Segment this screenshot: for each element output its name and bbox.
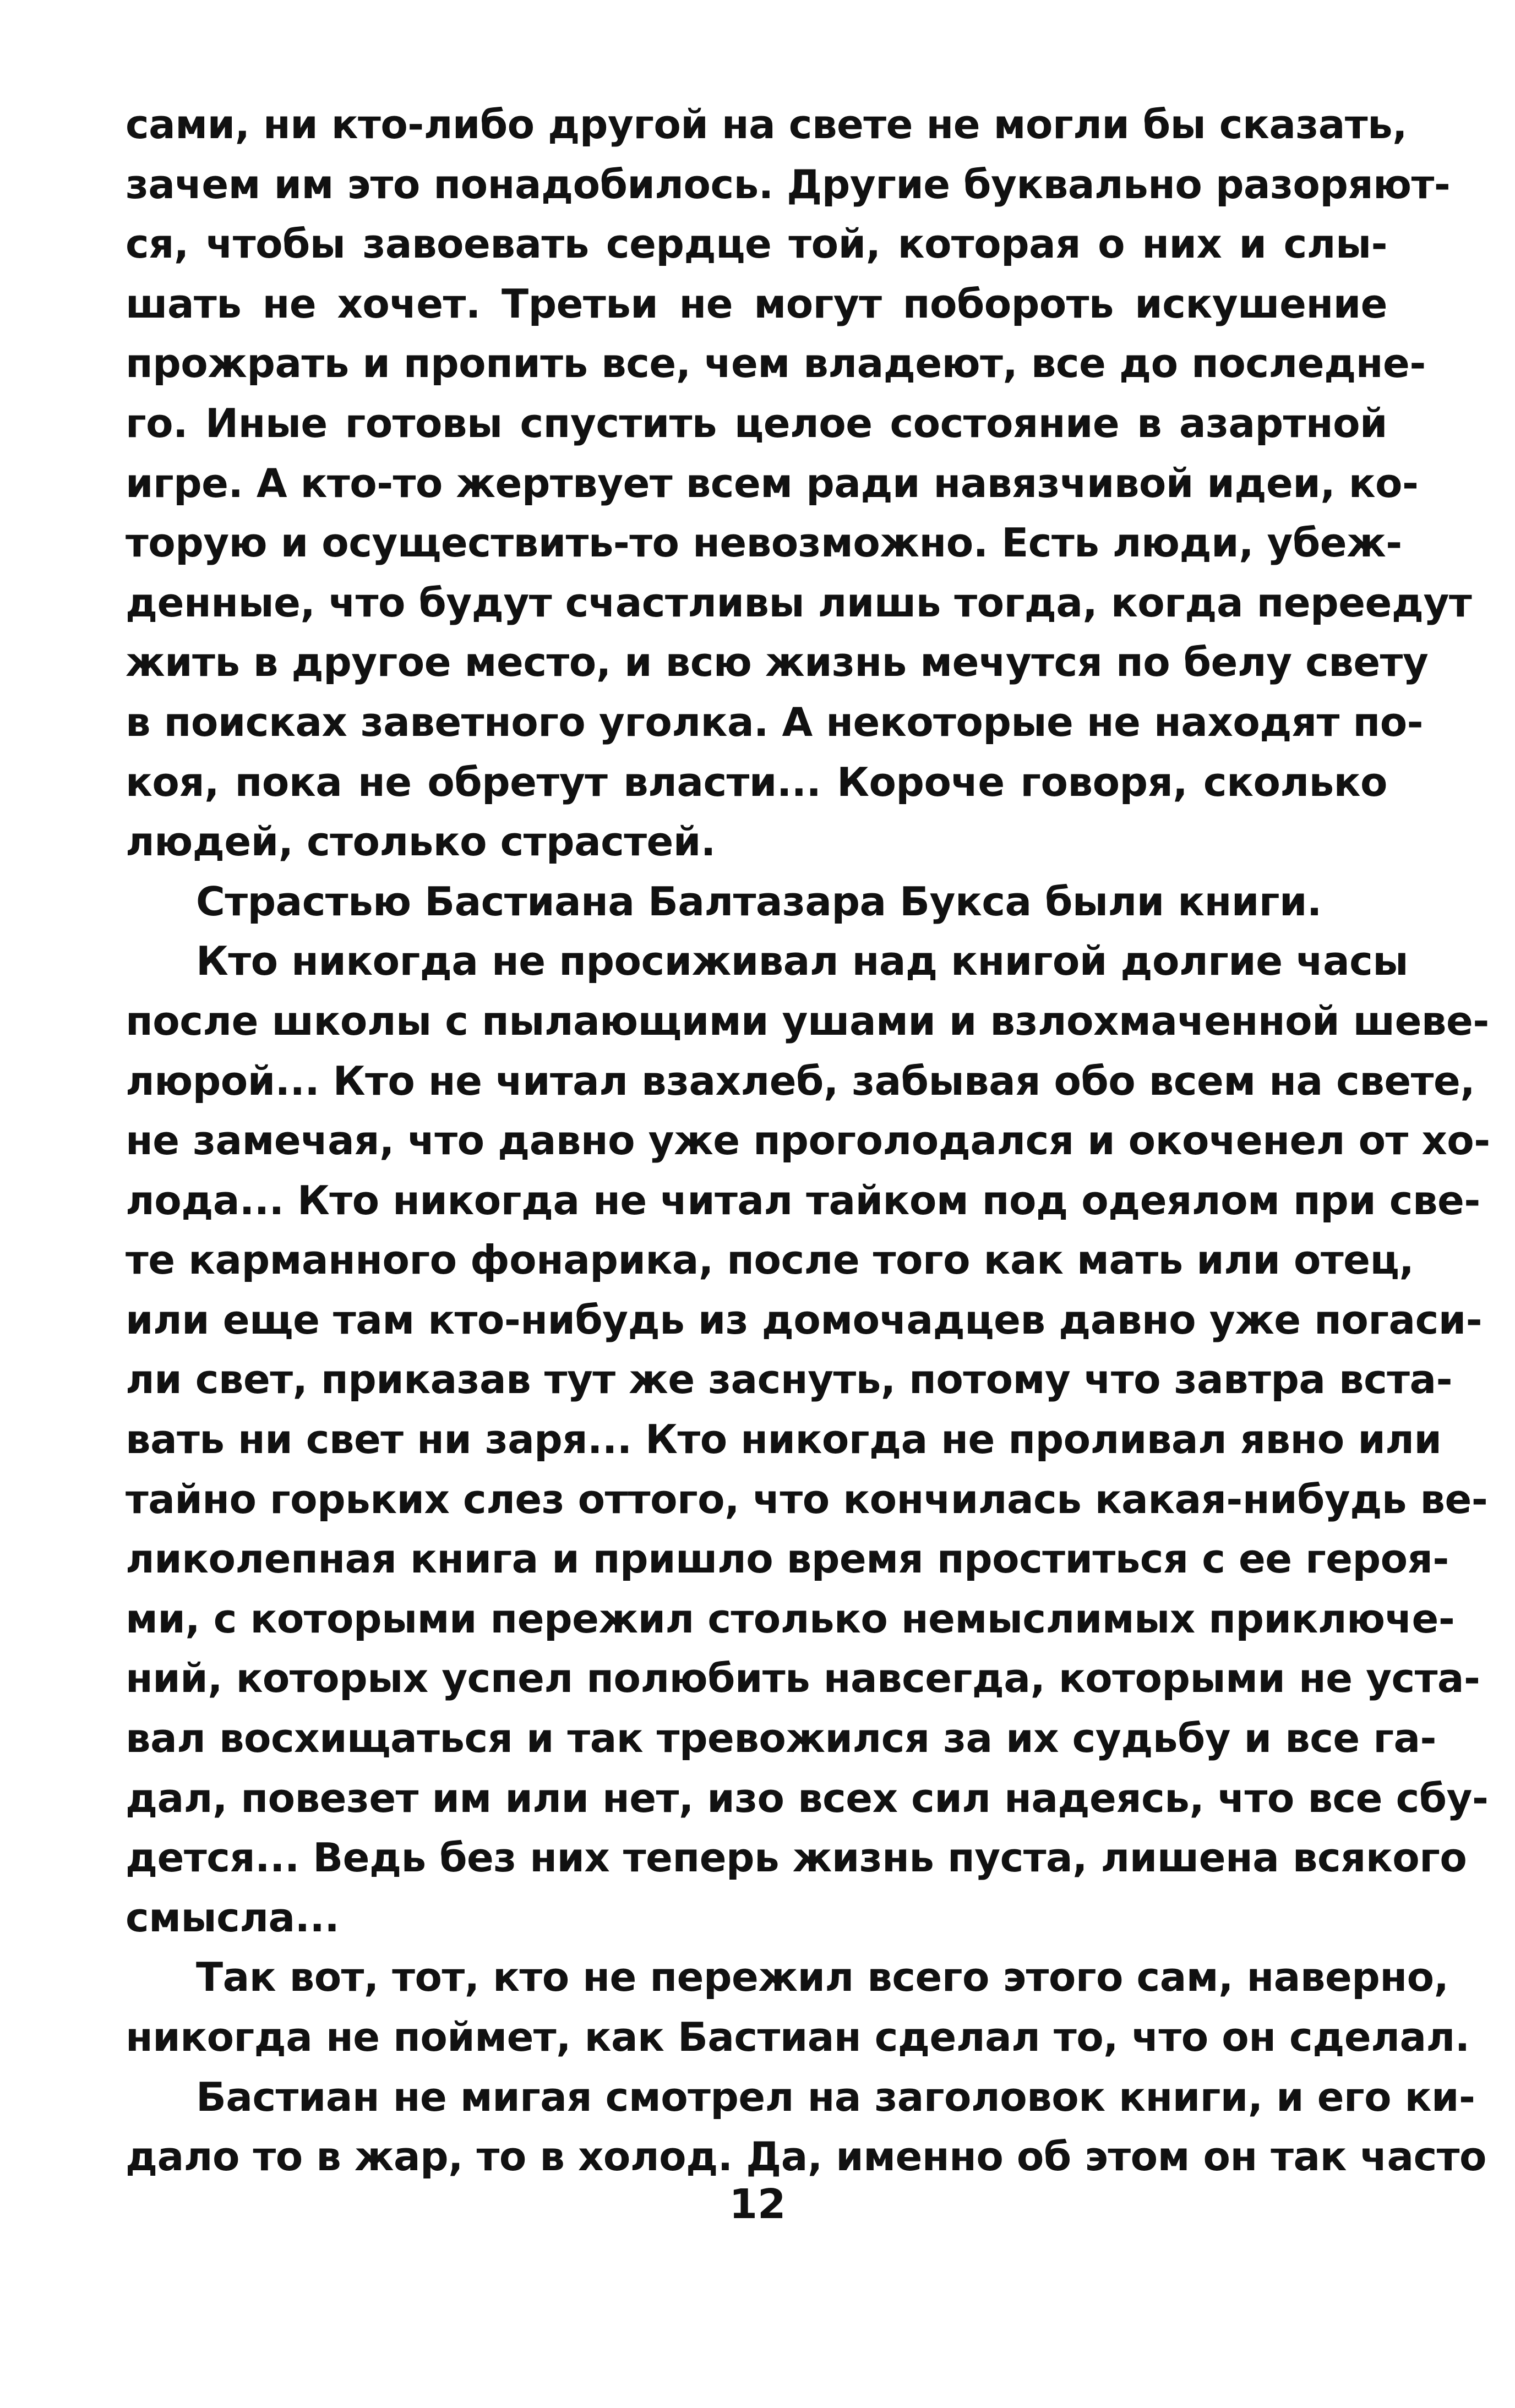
text-line: ли свет, приказав тут же заснуть, потому что завтра вста-	[126, 1356, 1452, 1403]
text-line: людей, столько страстей.	[126, 818, 716, 865]
text-line: зачем им это понадобилось. Другие буквально разоряют-	[126, 161, 1451, 208]
text-line: вал восхищаться и так тревожился за их судьбу и все га-	[126, 1715, 1436, 1762]
text-line: те карманного фонарика, после того как мать или отец,	[126, 1237, 1414, 1284]
text-line: ми, с которыми пережил столько немыслимых приключе-	[126, 1595, 1455, 1642]
text-line: лода... Кто никогда не читал тайком под одеялом при све-	[126, 1177, 1480, 1224]
text-line: Кто никогда не просиживал над книгой долгие часы	[196, 938, 1408, 985]
paragraph-2	[126, 872, 1387, 932]
text-line: го. Иные готовы спустить целое состояние в азартной	[126, 400, 1387, 446]
paragraph-1	[126, 95, 1472, 872]
paragraph-3	[126, 931, 1490, 1947]
paragraph-5	[126, 2067, 1486, 2187]
text-line: прожрать и пропить все, чем владеют, все до последне-	[126, 340, 1426, 387]
text-line: или еще там кто-нибудь из домочадцев давно уже погаси-	[126, 1296, 1483, 1343]
paragraph-4	[126, 1947, 1470, 2067]
text-line: смысла...	[126, 1894, 340, 1941]
text-line: после школы с пылающими ушами и взлохмаченной шеве-	[126, 997, 1489, 1044]
text-line: в поисках заветного уголка. А некоторые не находят по-	[126, 698, 1424, 745]
text-line: ликолепная книга и пришло время проститься с ее героя-	[126, 1536, 1449, 1582]
text-line: никогда не поймет, как Бастиан сделал то, что он сделал.	[126, 2014, 1470, 2060]
text-line: люрой... Кто не читал взахлеб, забывая обо всем на свете,	[126, 1057, 1475, 1104]
text-line: сами, ни кто-либо другой на свете не могли бы сказать,	[126, 101, 1407, 148]
text-line: Бастиан не мигая смотрел на заголовок книги, и его ки-	[196, 2073, 1475, 2120]
text-line: вать ни свет ни заря... Кто никогда не проливал явно или	[126, 1416, 1442, 1463]
text-line: игре. А кто-то жертвует всем ради навязчивой идеи, ко-	[126, 460, 1419, 506]
text-line: Страстью Бастиана Балтазара Букса были книги.	[196, 878, 1322, 925]
page-text	[126, 95, 1490, 2187]
text-line: коя, пока не обретут власти... Короче говоря, сколько	[126, 758, 1387, 805]
text-line: торую и осуществить-то невозможно. Есть люди, убеж-	[126, 520, 1402, 566]
text-line: Так вот, тот, кто не пережил всего этого сам, наверно,	[196, 1954, 1449, 2001]
text-line: не замечая, что давно уже проголодался и окоченел от хо-	[126, 1117, 1490, 1164]
text-line: дется... Ведь без них теперь жизнь пуста, лишена всякого	[126, 1834, 1467, 1881]
text-line: жить в другое место, и всю жизнь мечутся по белу свету	[126, 639, 1429, 686]
text-line: тайно горьких слез оттого, что кончилась какая-нибудь ве-	[126, 1476, 1488, 1522]
text-line: ний, которых успел полюбить навсегда, которыми не уста-	[126, 1655, 1480, 1702]
page-number: 12	[729, 2181, 786, 2228]
text-line: шать не хочет. Третьи не могут побороть искушение	[126, 280, 1387, 327]
text-line: денные, что будут счастливы лишь тогда, когда переедут	[126, 579, 1472, 626]
text-line: ся, чтобы завоевать сердце той, которая о них и слы-	[126, 221, 1387, 267]
text-line: дал, повезет им или нет, изо всех сил надеясь, что все сбу-	[126, 1774, 1489, 1821]
text-line: дало то в жар, то в холод. Да, именно об этом он так часто	[126, 2133, 1486, 2180]
